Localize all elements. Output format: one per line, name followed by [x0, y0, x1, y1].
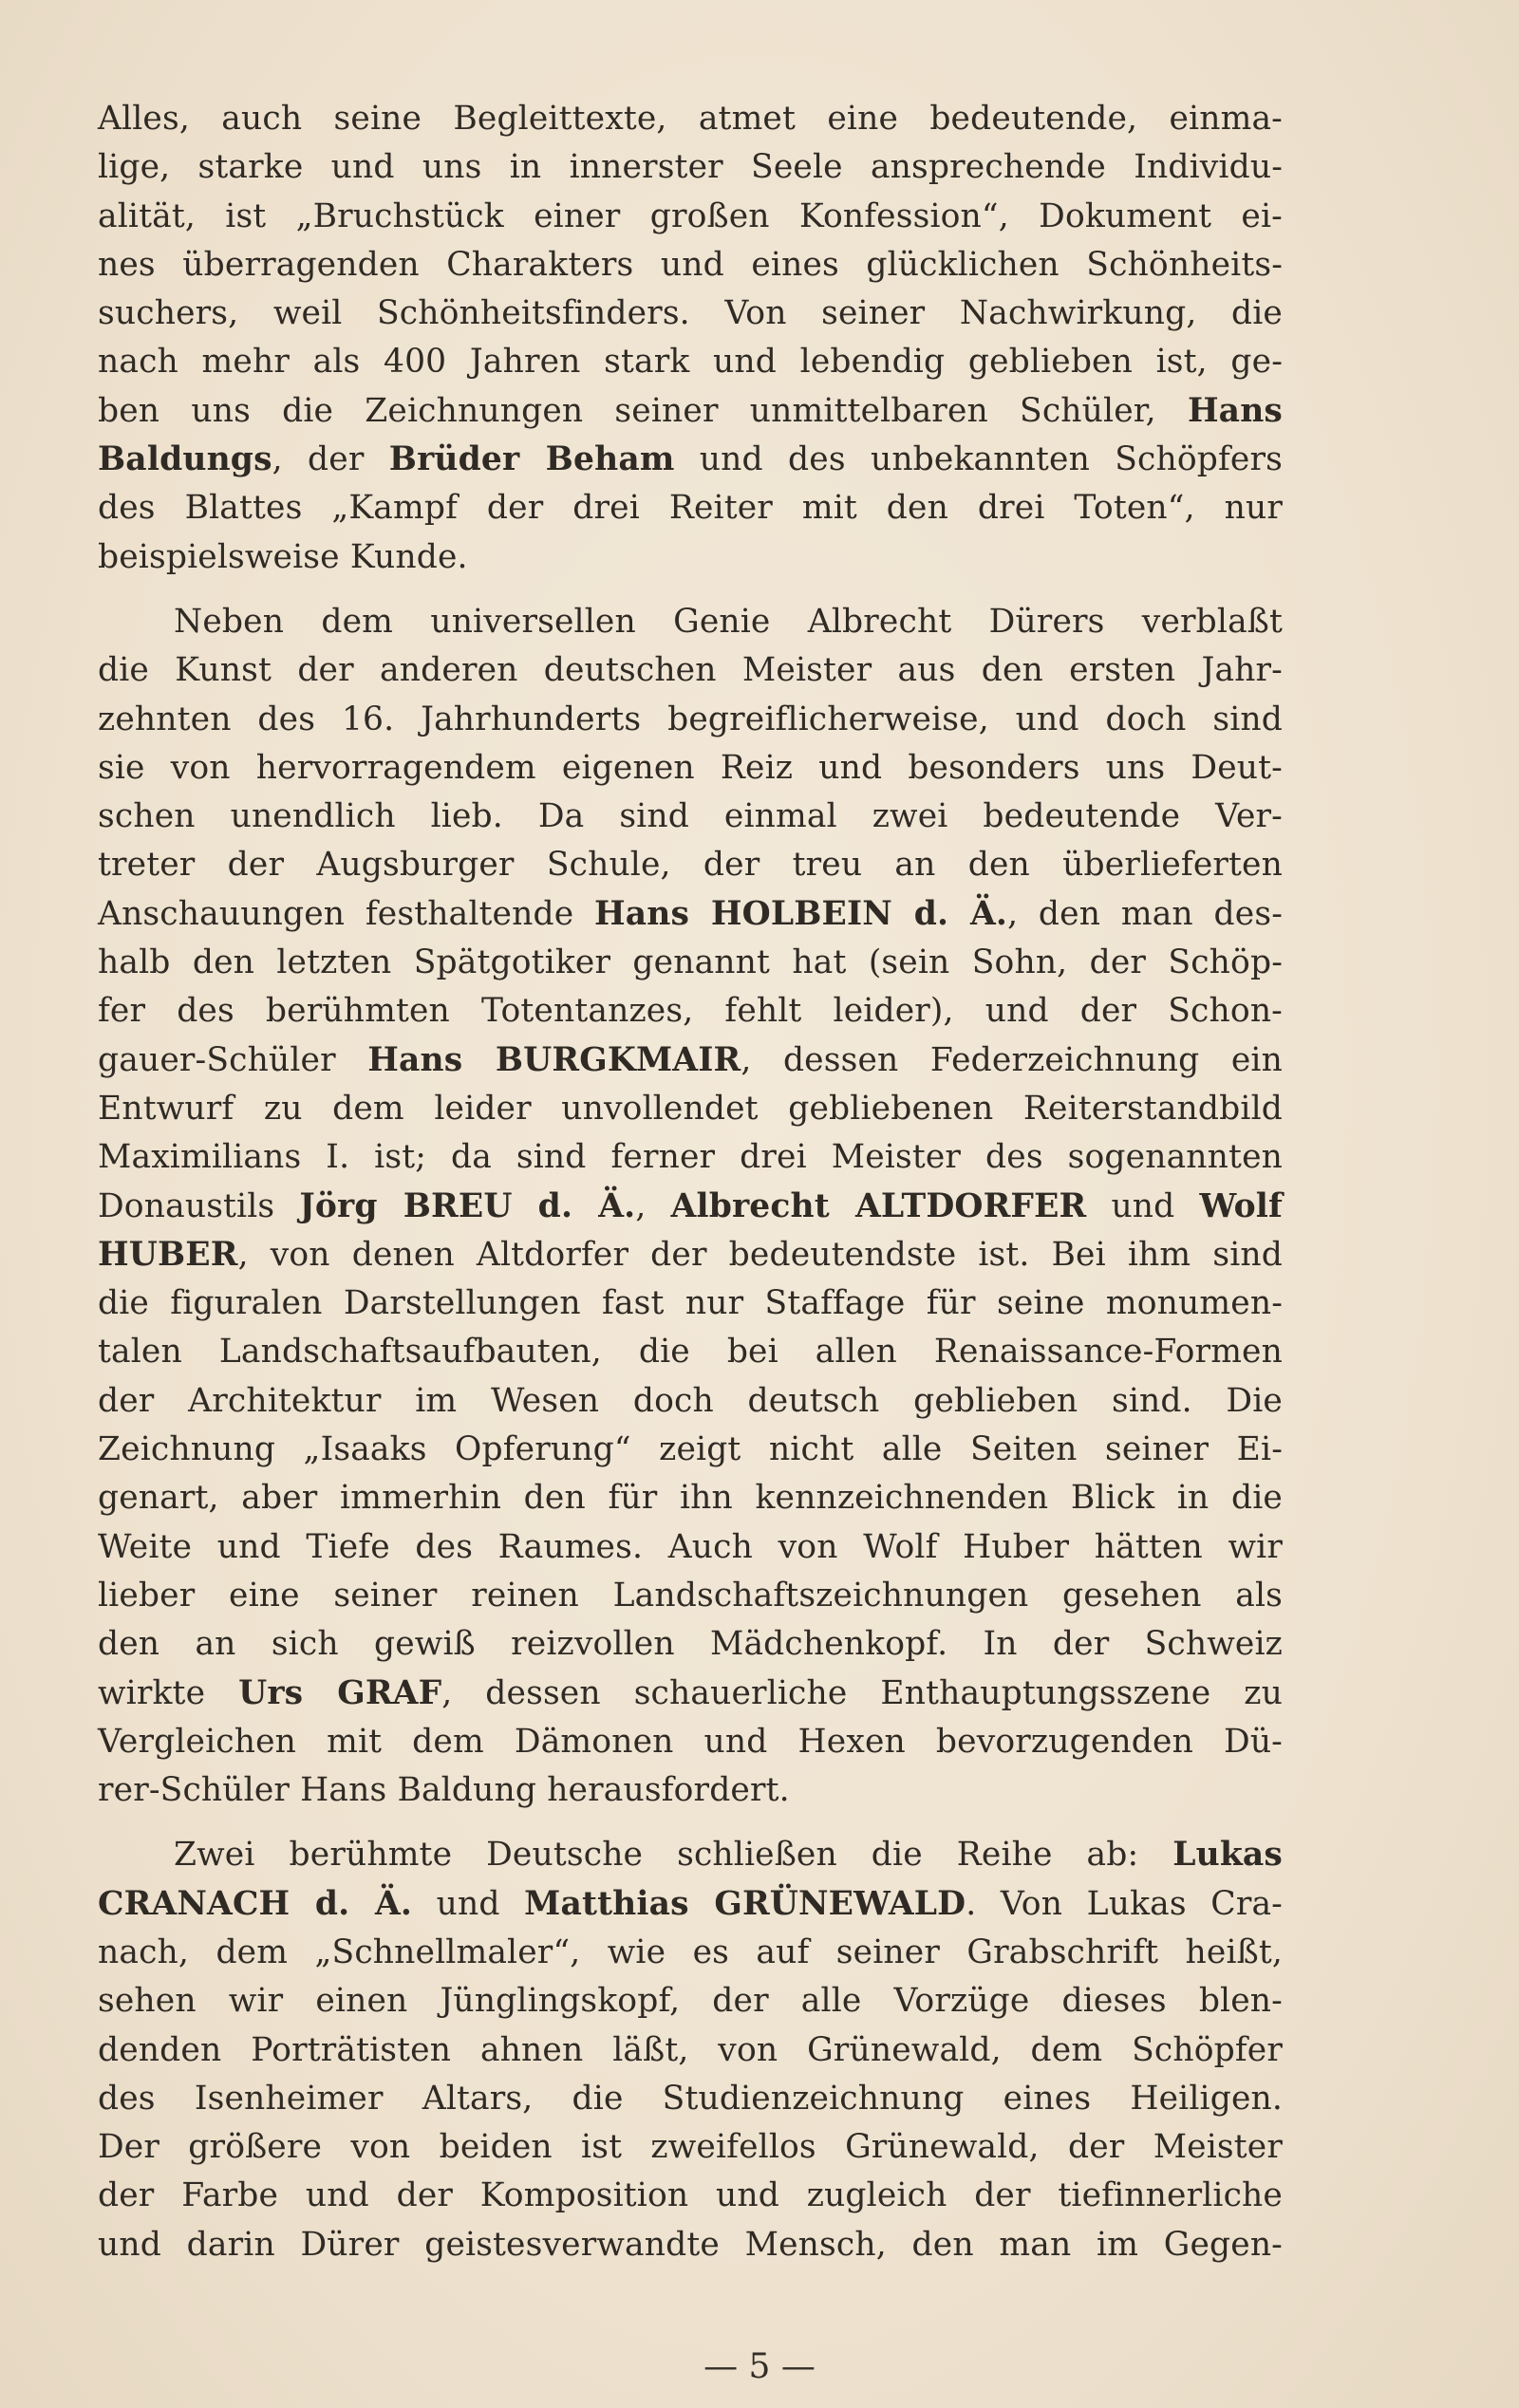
text-segment: Weite und Tiefe des Raumes. Auch von Wolf Huber hätten wir — [98, 1527, 1283, 1566]
text-segment: alität, ist „Bruchstück einer großen Konfession“, Dokument ei- — [98, 196, 1283, 235]
text-segment: Alles, auch seine Begleittexte, atmet eine bedeutende, einma- — [98, 100, 1283, 138]
bold-name: HUBER — [98, 1235, 238, 1274]
text-line — [98, 1426, 1283, 1474]
text-segment: und — [1086, 1186, 1200, 1225]
text-line — [98, 338, 1283, 386]
text-line — [98, 1766, 1283, 1815]
text-line — [98, 2172, 1283, 2220]
bold-name: Hans — [1187, 391, 1283, 430]
text-line — [98, 2075, 1283, 2123]
text-segment: Neben dem universellen Genie Albrecht Dürers verblaßt — [174, 602, 1283, 641]
text-line — [98, 436, 1283, 484]
text-segment: beispielsweise Kunde. — [98, 537, 468, 576]
text-line — [98, 533, 1283, 582]
text-segment: und — [412, 1884, 525, 1923]
text-segment: , dessen schauerliche Enthauptungsszene zu — [441, 1673, 1284, 1712]
text-segment: lige, starke und uns in innerster Seele ansprechende Individu- — [98, 148, 1283, 187]
text-line — [98, 696, 1283, 744]
text-line — [98, 1831, 1283, 1879]
text-line — [98, 1523, 1283, 1572]
text-line — [98, 646, 1283, 695]
text-segment: Maximilians I. ist; da sind ferner drei Meister des sogenannten — [98, 1138, 1283, 1177]
text-line — [98, 95, 1283, 143]
text-line — [98, 1670, 1283, 1718]
bold-name: Lukas — [1172, 1836, 1283, 1875]
text-segment: Zwei berühmte Deutsche schließen die Reihe ab: — [174, 1836, 1173, 1875]
text-segment: Donaustils — [98, 1186, 300, 1225]
text-line — [98, 1880, 1283, 1929]
text-segment: Anschauungen festhaltende — [98, 894, 595, 933]
bold-name: Hans BURGKMAIR — [367, 1040, 741, 1079]
paragraph — [98, 95, 1283, 582]
text-line — [98, 241, 1283, 289]
text-line — [98, 484, 1283, 532]
text-segment: Der größere von beiden ist zweifellos Grünewald, der Meister — [98, 2128, 1283, 2167]
text-segment: wirkte — [98, 1673, 239, 1712]
text-segment: nes überragenden Charakters und eines glücklichen Schönheits- — [98, 245, 1283, 284]
bold-name: Urs GRAF — [238, 1673, 442, 1712]
bold-name: Hans HOLBEIN d. Ä. — [594, 894, 1008, 933]
text-segment: rer-Schüler Hans Baldung herausfordert. — [98, 1771, 790, 1810]
text-segment: , von denen Altdorfer der bedeutendste ist. Bei ihm sind — [237, 1235, 1283, 1274]
text-line — [98, 1085, 1283, 1133]
text-segment: denden Porträtisten ahnen läßt, von Grünewald, dem Schöpfer — [98, 2030, 1283, 2069]
text-line — [98, 1718, 1283, 1766]
text-line — [98, 987, 1283, 1036]
text-line — [98, 289, 1283, 338]
text-line — [98, 841, 1283, 889]
text-segment: des Isenheimer Altars, die Studienzeichnung eines Heiligen. — [98, 2079, 1283, 2118]
text-segment: schen unendlich lieb. Da sind einmal zwei bedeutende Ver- — [98, 797, 1283, 836]
text-segment: nach mehr als 400 Jahren stark und lebendig geblieben ist, ge- — [98, 343, 1283, 382]
text-line — [98, 793, 1283, 841]
text-segment: talen Landschaftsaufbauten, die bei allen Renaissance-Formen — [98, 1333, 1283, 1372]
text-line — [98, 1279, 1283, 1328]
bold-name: Wolf — [1199, 1186, 1283, 1225]
text-segment: der Architektur im Wesen doch deutsch geblieben sind. Die — [98, 1381, 1283, 1420]
text-segment: zehnten des 16. Jahrhunderts begreiflicherweise, und doch sind — [98, 700, 1283, 738]
text-segment: fer des berühmten Totentanzes, fehlt leider), und der Schon- — [98, 992, 1283, 1031]
text-segment: , — [635, 1186, 671, 1225]
text-segment: Entwurf zu dem leider unvollendet gebliebenen Reiterstandbild — [98, 1089, 1283, 1128]
text-segment: sehen wir einen Jünglingskopf, der alle Vorzüge dieses blen- — [98, 1982, 1283, 2021]
text-segment: der Farbe und der Komposition und zugleich der tiefinnerliche — [98, 2176, 1283, 2215]
text-line — [98, 1620, 1283, 1669]
text-segment: den an sich gewiß reizvollen Mädchenkopf. In der Schweiz — [98, 1625, 1283, 1664]
body-text — [98, 95, 1283, 2286]
text-line — [98, 2026, 1283, 2075]
text-segment: lieber eine seiner reinen Landschaftszeichnungen gesehen als — [98, 1576, 1283, 1615]
text-line — [98, 744, 1283, 793]
page-number: — 5 — — [703, 2347, 816, 2386]
text-line — [98, 1328, 1283, 1376]
text-line — [98, 939, 1283, 987]
text-line — [98, 1977, 1283, 2025]
text-segment: gauer-Schüler — [98, 1040, 368, 1079]
text-segment: sie von hervorragendem eigenen Reiz und besonders uns Deut- — [98, 748, 1283, 787]
text-line — [98, 193, 1283, 241]
text-segment: Vergleichen mit dem Dämonen und Hexen bevorzugenden Dü- — [98, 1722, 1283, 1761]
text-line — [98, 1183, 1283, 1231]
text-line — [98, 1377, 1283, 1426]
text-segment: die figuralen Darstellungen fast nur Staffage für seine monumen- — [98, 1284, 1283, 1323]
text-line — [98, 143, 1283, 192]
text-segment: , der — [272, 440, 389, 479]
text-line — [98, 1474, 1283, 1522]
text-line — [98, 1572, 1283, 1620]
text-line — [98, 1929, 1283, 1977]
bold-name: Brüder Beham — [388, 440, 675, 479]
bold-name: Baldungs — [98, 440, 272, 479]
text-line — [98, 2221, 1283, 2269]
text-line — [98, 598, 1283, 646]
text-segment: des Blattes „Kampf der drei Reiter mit den drei Toten“, nur — [98, 489, 1283, 528]
bold-name: Albrecht ALTDORFER — [670, 1186, 1087, 1225]
text-line — [98, 387, 1283, 436]
text-line — [98, 1036, 1283, 1085]
text-segment: suchers, weil Schönheitsfinders. Von seiner Nachwirkung, die — [98, 294, 1283, 333]
text-segment: halb den letzten Spätgotiker genannt hat (sein Sohn, der Schöp- — [98, 943, 1283, 982]
text-line — [98, 890, 1283, 939]
text-segment: und darin Dürer geistesverwandte Mensch, den man im Gegen- — [98, 2225, 1283, 2264]
paragraph — [98, 598, 1283, 1815]
text-segment: , dessen Federzeichnung ein — [741, 1040, 1283, 1079]
text-segment: und des unbekannten Schöpfers — [674, 440, 1283, 479]
bold-name: Jörg BREU d. Ä. — [299, 1186, 636, 1225]
text-line — [98, 1231, 1283, 1279]
text-segment: , den man des- — [1007, 894, 1284, 933]
text-segment: die Kunst der anderen deutschen Meister aus den ersten Jahr- — [98, 651, 1283, 690]
bold-name: CRANACH d. Ä. — [98, 1884, 413, 1923]
text-line — [98, 1133, 1283, 1182]
text-segment: Zeichnung „Isaaks Opferung“ zeigt nicht alle Seiten seiner Ei- — [98, 1430, 1283, 1469]
bold-name: Matthias GRÜNEWALD — [524, 1884, 966, 1923]
text-segment: treter der Augsburger Schule, der treu an den überlieferten — [98, 846, 1283, 885]
text-line — [98, 2123, 1283, 2172]
paragraph — [98, 1831, 1283, 2269]
text-segment: genart, aber immerhin den für ihn kennzeichnenden Blick in die — [98, 1479, 1283, 1518]
text-segment: ben uns die Zeichnungen seiner unmittelbaren Schüler, — [98, 391, 1188, 430]
text-segment: nach, dem „Schnellmaler“, wie es auf seiner Grabschrift heißt, — [98, 1932, 1283, 1971]
text-segment: . Von Lukas Cra- — [966, 1884, 1283, 1923]
